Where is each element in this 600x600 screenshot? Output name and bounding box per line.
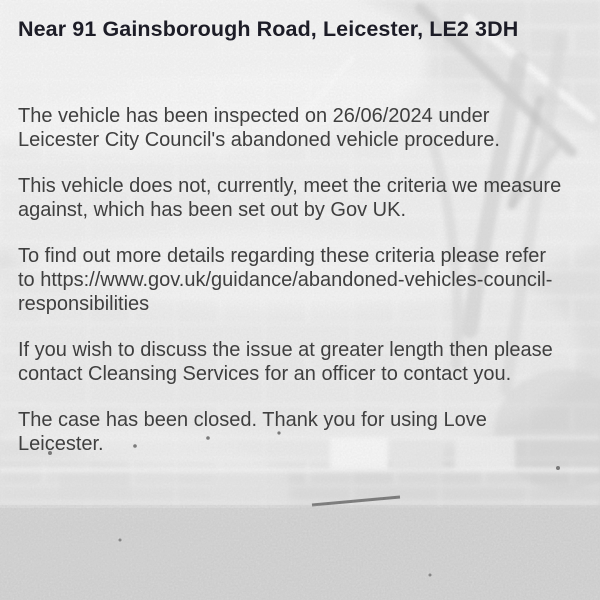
report-location-title: Near 91 Gainsborough Road, Leicester, LE2 3DH bbox=[18, 17, 519, 41]
report-paragraph-guidance-url: To find out more details regarding these criteria please refer to https://www.gov.uk/guidance/abandoned-vehicles-council-responsibilities bbox=[18, 245, 553, 315]
report-paragraph-contact: If you wish to discuss the issue at greater length then please contact Cleansing Services for an officer to contact you. bbox=[18, 339, 553, 385]
report-paragraph-inspection: The vehicle has been inspected on 26/06/2024 under Leicester City Council's abandoned vehicle procedure. bbox=[18, 105, 500, 151]
report-paragraph-criteria: This vehicle does not, currently, meet the criteria we measure against, which has been set out by Gov UK. bbox=[18, 175, 562, 221]
report-paragraph-case-closed: The case has been closed. Thank you for using Love Leicester. bbox=[18, 409, 487, 455]
